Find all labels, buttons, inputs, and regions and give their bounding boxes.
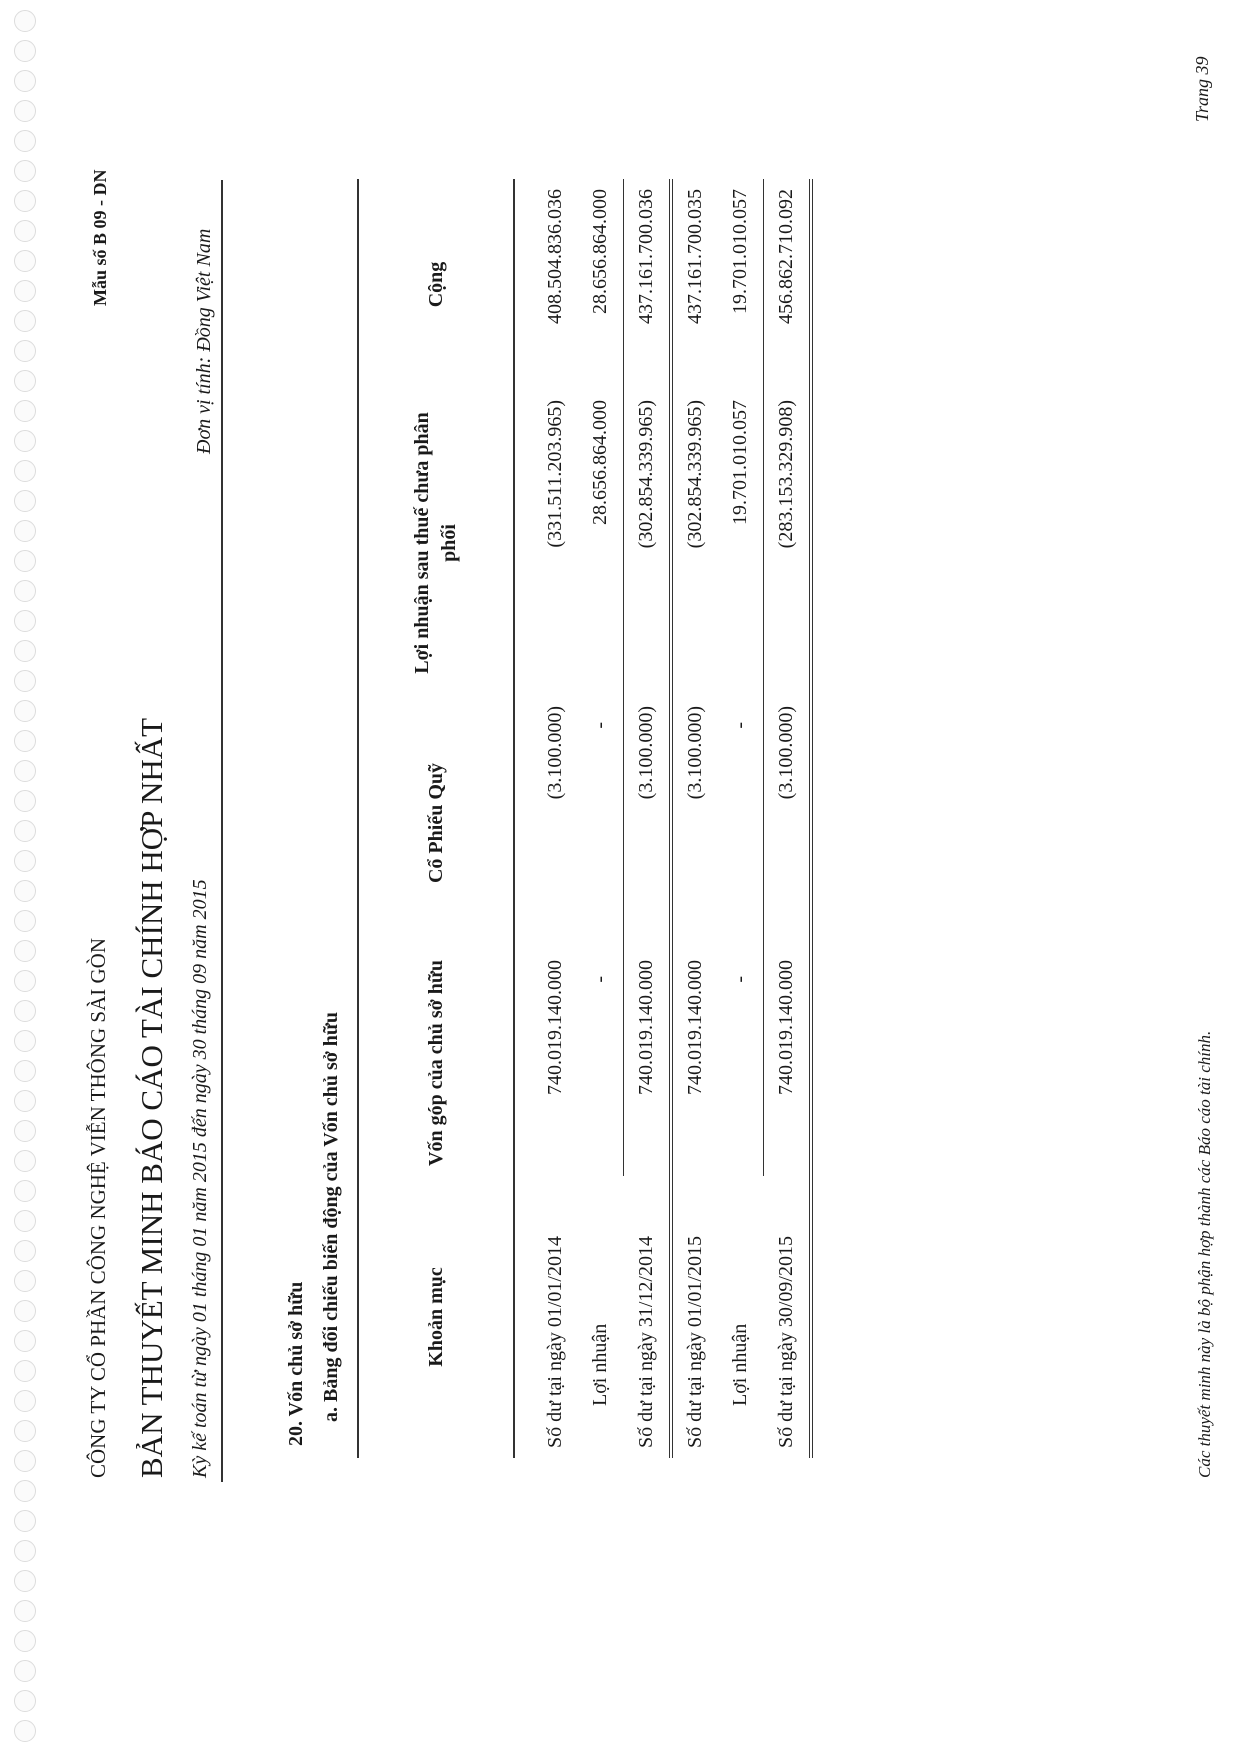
cell-capital: 740.019.140.000 (544, 960, 566, 1095)
table-row (578, 179, 624, 1458)
cell-retained: 19.701.010.057 (718, 390, 764, 696)
form-number: Mẫu số B 09 - DN (90, 169, 110, 306)
column-header-total: Cộng (424, 261, 447, 308)
column-header-retained: Lợi nhuận sau thuế chưa phân phối (411, 412, 460, 674)
reporting-period: Kỳ kế toán từ ngày 01 tháng 01 năm 2015 đến ngày 30 tháng 09 năm 2015 (189, 879, 211, 1478)
cell-treasury: (3.100.000) (624, 696, 672, 950)
page-number: Trang 39 (1192, 56, 1212, 122)
section-heading: 20. Vốn chủ sở hữu (285, 1281, 307, 1446)
row-label: Số dư tại ngày 01/01/2015 (684, 1236, 706, 1448)
equity-table (357, 179, 813, 1458)
report-title: BẢN THUYẾT MINH BÁO CÁO TÀI CHÍNH HỢP NHẤT (134, 717, 169, 1478)
table-row (533, 179, 578, 1458)
cell-total: 28.656.864.000 (578, 179, 624, 390)
header-rule (221, 180, 223, 1482)
table-row (624, 179, 672, 1458)
row-label: Số dư tại ngày 30/09/2015 (764, 1176, 812, 1458)
cell-capital: - (578, 950, 624, 1176)
section-subheading: a. Bảng đối chiếu biến động của Vốn chủ sở hữu (320, 1011, 342, 1422)
spacer-row (514, 179, 533, 1458)
cell-treasury: - (578, 696, 624, 950)
cell-treasury: (3.100.000) (544, 706, 566, 800)
column-header-capital: Vốn góp của chủ sở hữu (424, 960, 447, 1166)
cell-retained: (331.511.203.965) (544, 400, 566, 548)
cell-capital: 740.019.140.000 (684, 960, 706, 1095)
row-label: Số dư tại ngày 01/01/2014 (544, 1236, 566, 1448)
table-row (718, 179, 764, 1458)
cell-total: 408.504.836.036 (544, 189, 566, 324)
cell-capital: 740.019.140.000 (624, 950, 672, 1176)
cell-retained: (283.153.329.908) (764, 390, 812, 696)
cell-total: 19.701.010.057 (718, 179, 764, 390)
row-label: Lợi nhuận (729, 1323, 752, 1406)
cell-retained: (302.854.339.965) (624, 390, 672, 696)
cell-total: 437.161.700.035 (684, 189, 706, 324)
cell-retained: 28.656.864.000 (578, 390, 624, 696)
currency-unit: Đơn vị tính: Đồng Việt Nam (193, 228, 215, 454)
cell-total: 456.862.710.092 (764, 179, 812, 390)
cell-capital: - (718, 950, 764, 1176)
row-label: Số dư tại ngày 31/12/2014 (624, 1176, 672, 1458)
column-header-item: Khoản mục (424, 1267, 447, 1367)
table-row (671, 179, 718, 1458)
row-label: Lợi nhuận (589, 1323, 612, 1406)
column-header-treasury: Cổ Phiếu Quỹ (424, 762, 447, 884)
table-row (764, 179, 812, 1458)
cell-retained: (302.854.339.965) (684, 400, 706, 549)
cell-capital: 740.019.140.000 (764, 950, 812, 1176)
company-name: CÔNG TY CỔ PHẦN CÔNG NGHỆ VIỄN THÔNG SÀI GÒN (86, 938, 110, 1478)
cell-treasury: - (718, 696, 764, 950)
cell-treasury: (3.100.000) (684, 706, 706, 800)
cell-total: 437.161.700.036 (624, 179, 672, 390)
table-header-row (358, 179, 514, 1458)
footnote: Các thuyết minh này là bộ phận hợp thành các Báo cáo tài chính. (1195, 1030, 1214, 1478)
cell-treasury: (3.100.000) (764, 696, 812, 950)
